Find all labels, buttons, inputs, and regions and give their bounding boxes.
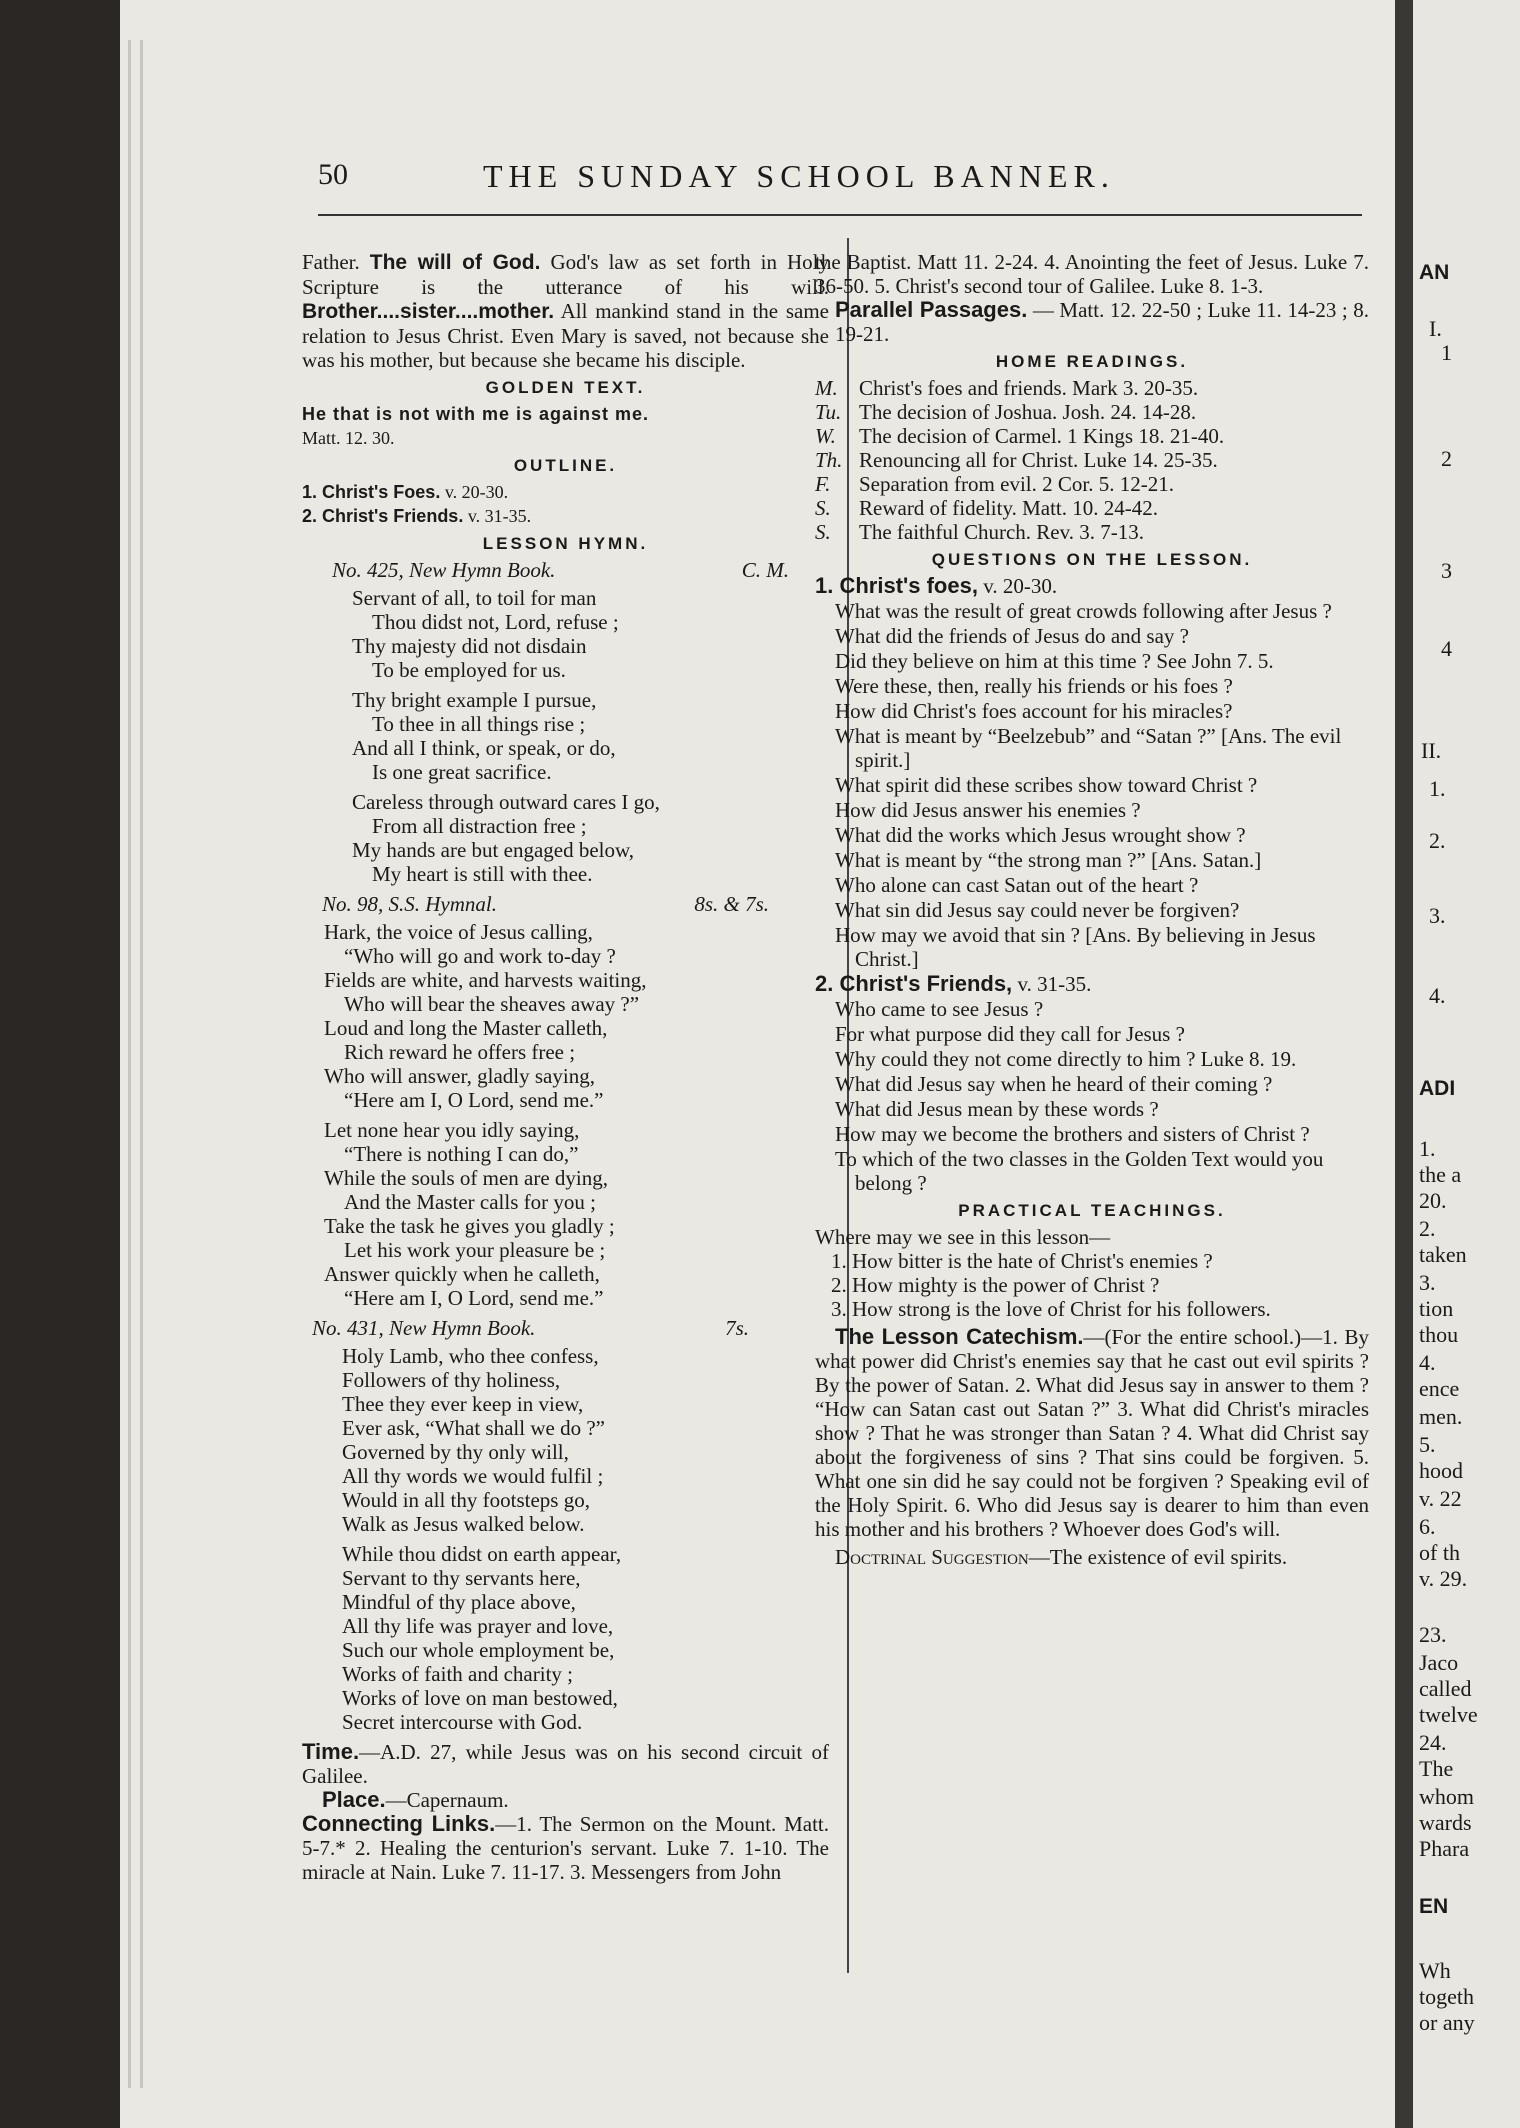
question: Who came to see Jesus ? xyxy=(835,997,1044,1021)
home-reading-item xyxy=(815,496,1369,520)
page-fragment-text: I. xyxy=(1429,316,1442,341)
hymn-line: Governed by thy only will, xyxy=(342,1440,569,1464)
hymn-source: No. 431, New Hymn Book. 7s. xyxy=(312,1316,749,1340)
page-fragment-text: II. xyxy=(1421,738,1442,763)
hymn-line: Followers of thy holiness, xyxy=(342,1368,561,1392)
hymn-text xyxy=(302,586,829,886)
golden-text-ref: Matt. 12. 30. xyxy=(302,428,395,448)
hymn-stanza xyxy=(302,1542,829,1734)
page-fragment-text: Wh xyxy=(1419,1958,1451,1983)
question: What did Jesus say when he heard of their coming ? xyxy=(835,1072,1273,1096)
page-fragment-text: 3. xyxy=(1419,1270,1436,1295)
hymn-text xyxy=(302,920,829,1310)
page-fragment-text: 1. xyxy=(1419,1136,1436,1161)
hymn-line: Walk as Jesus walked below. xyxy=(342,1512,585,1536)
hymn-line: Servant to thy servants here, xyxy=(342,1566,581,1590)
practical-item: 2. How mighty is the power of Christ ? xyxy=(831,1273,1160,1297)
question: What sin did Jesus say could never be forgiven? xyxy=(835,898,1240,922)
page-fragment-text: taken xyxy=(1419,1242,1467,1267)
hymn-line: Let none hear you idly saying, xyxy=(324,1118,580,1142)
hymn-line: Hark, the voice of Jesus calling, xyxy=(324,920,593,944)
outline-item: 1. Christ's Foes. v. 20-30. xyxy=(302,482,509,502)
page-fragment-text: whom xyxy=(1419,1784,1474,1809)
reading-day: Tu. xyxy=(815,400,842,424)
outline-heading: OUTLINE. xyxy=(513,456,618,475)
reading-day: F. xyxy=(815,472,831,496)
question: Were these, then, really his friends or his foes ? xyxy=(835,674,1233,698)
reading-text: Christ's foes and friends. Mark 3. 20-35. xyxy=(859,376,1199,400)
page-fragment-text: AN xyxy=(1419,261,1450,284)
page-fragment-text: thou xyxy=(1419,1322,1459,1347)
home-reading-item xyxy=(815,472,1369,496)
hymn-line: Answer quickly when he calleth, xyxy=(324,1262,600,1286)
question: What did Jesus mean by these words ? xyxy=(835,1097,1159,1121)
reading-day: Th. xyxy=(815,448,843,472)
page-fragment-text: 2 xyxy=(1441,446,1452,471)
hymn-line: To thee in all things rise ; xyxy=(372,712,586,736)
page-fragment-text: v. 29. xyxy=(1419,1566,1468,1591)
reading-text: The decision of Joshua. Josh. 24. 14-28. xyxy=(859,400,1197,424)
hymn-line: Mindful of thy place above, xyxy=(342,1590,576,1614)
left-column xyxy=(302,250,829,1884)
page-fragment-text: 23. xyxy=(1419,1622,1447,1647)
hymn-line: Thee they ever keep in view, xyxy=(342,1392,584,1416)
golden-text-heading: GOLDEN TEXT. xyxy=(485,378,646,397)
hymn-line: My heart is still with thee. xyxy=(372,862,593,886)
outline-item: 2. Christ's Friends. v. 31-35. xyxy=(302,506,532,526)
hymn-line: My hands are but engaged below, xyxy=(352,838,635,862)
page-fragment-text: 6. xyxy=(1419,1514,1436,1539)
page-fragment-text: 3 xyxy=(1441,558,1452,583)
page-fragment-text: 4. xyxy=(1419,1350,1436,1375)
hymn-line: “Who will go and work to-day ? xyxy=(344,944,616,968)
page-fragment-text: Jaco xyxy=(1419,1650,1459,1675)
hymn-source: No. 98, S.S. Hymnal. 8s. & 7s. xyxy=(322,892,769,916)
home-reading-item xyxy=(815,400,1369,424)
question: What is meant by “the strong man ?” [Ans. Satan.] xyxy=(835,848,1262,872)
question: To which of the two classes in the Golden Text would you belong ? xyxy=(835,1147,1324,1195)
hymn-stanza xyxy=(302,1118,829,1310)
hymn-line: All thy words we would fulfil ; xyxy=(342,1464,604,1488)
hymn-line: Thou didst not, Lord, refuse ; xyxy=(372,610,619,634)
hymn-line: Loud and long the Master calleth, xyxy=(324,1016,608,1040)
hymn-line: Servant of all, to toil for man xyxy=(352,586,597,610)
hymn-line: Thy bright example I pursue, xyxy=(352,688,597,712)
question: How did Jesus answer his enemies ? xyxy=(835,798,1141,822)
page-fragment-text: 1 xyxy=(1441,340,1452,365)
page-fragment-text: 4. xyxy=(1429,983,1446,1008)
page-edge xyxy=(140,40,143,2088)
page-fragment-text: Phara xyxy=(1419,1836,1470,1861)
hymn-line: Is one great sacrifice. xyxy=(372,760,552,784)
page-fragment-text: 5. xyxy=(1419,1432,1436,1457)
hymn-line: Such our whole employment be, xyxy=(342,1638,615,1662)
section-heading: 1. Christ's foes, v. 20-30. xyxy=(815,573,1058,598)
reading-day: S. xyxy=(815,496,831,520)
connecting-links-cont: the Baptist. Matt 11. 2-24. 4. Anointing the feet of Jesus. Luke 7. 36-50. 5. Christ's second tour of Galilee. Luke 8. 1-3. xyxy=(815,250,1369,298)
hymn-line: Thy majesty did not disdain xyxy=(352,634,587,658)
hymn-text xyxy=(302,1344,829,1734)
page-number: 50 xyxy=(318,158,348,191)
question: How did Christ's foes account for his miracles? xyxy=(835,699,1233,723)
hymn-line: To be employed for us. xyxy=(372,658,566,682)
home-reading-item xyxy=(815,520,1369,544)
question: How may we avoid that sin ? [Ans. By believing in Jesus Christ.] xyxy=(835,923,1316,971)
practical-teachings-heading: PRACTICAL TEACHINGS. xyxy=(958,1201,1226,1220)
adjacent-page-fragment xyxy=(1413,0,1520,2128)
hymn-line: Rich reward he offers free ; xyxy=(344,1040,576,1064)
reading-text: The decision of Carmel. 1 Kings 18. 21-40. xyxy=(859,424,1225,448)
page-fragment-text: 2. xyxy=(1419,1216,1436,1241)
page-fragment-text: 20. xyxy=(1419,1188,1447,1213)
hymn-source: No. 425, New Hymn Book. C. M. xyxy=(332,558,789,582)
page-fragment-text: men. xyxy=(1419,1404,1463,1429)
hymn-line: And the Master calls for you ; xyxy=(344,1190,596,1214)
hymn-line: Let his work your pleasure be ; xyxy=(344,1238,606,1262)
parallel-passages: Parallel Passages. — Matt. 12. 22-50 ; Luke 11. 14-23 ; 8. 19-21. xyxy=(835,297,1369,346)
hymn-stanza xyxy=(302,790,829,886)
home-readings-heading: HOME READINGS. xyxy=(995,352,1189,371)
hymn-line: Careless through outward cares I go, xyxy=(352,790,660,814)
questions-heading: QUESTIONS ON THE LESSON. xyxy=(931,550,1253,569)
reading-text: Separation from evil. 2 Cor. 5. 12-21. xyxy=(859,472,1174,496)
page-fragment-text: ADI xyxy=(1419,1077,1456,1100)
page-fragment-text: the a xyxy=(1419,1162,1462,1187)
reading-day: M. xyxy=(815,376,838,400)
page-fragment-text: or any xyxy=(1419,2010,1475,2035)
hymn-line: From all distraction free ; xyxy=(372,814,587,838)
question: Did they believe on him at this time ? See John 7. 5. xyxy=(835,649,1274,673)
hymn-stanza xyxy=(302,1344,829,1536)
section-heading: 2. Christ's Friends, v. 31-35. xyxy=(815,971,1092,996)
hymn-line: Who will bear the sheaves away ?” xyxy=(344,992,640,1016)
reading-day: W. xyxy=(815,424,836,448)
book-gutter xyxy=(1395,0,1413,2128)
time-paragraph: Time.—A.D. 27, while Jesus was on his second circuit of Galilee. xyxy=(302,1739,829,1788)
page-fragment-text: 2. xyxy=(1429,828,1446,853)
question: What did the friends of Jesus do and say ? xyxy=(835,624,1189,648)
question: How may we become the brothers and sisters of Christ ? xyxy=(835,1122,1310,1146)
hymn-stanza xyxy=(302,920,829,1112)
publication-title: THE SUNDAY SCHOOL BANNER. xyxy=(483,158,1115,194)
right-column xyxy=(815,250,1369,1569)
reading-text: The faithful Church. Rev. 3. 7-13. xyxy=(859,520,1144,544)
place-paragraph: Place.—Capernaum. xyxy=(322,1787,509,1812)
question-list xyxy=(815,599,1369,971)
page-fragment-text: 4 xyxy=(1441,636,1452,661)
hymn-line: Take the task he gives you gladly ; xyxy=(324,1214,615,1238)
reading-text: Reward of fidelity. Matt. 10. 24-42. xyxy=(859,496,1158,520)
practical-item: 3. How strong is the love of Christ for his followers. xyxy=(831,1297,1271,1321)
hymn-line: “Here am I, O Lord, send me.” xyxy=(344,1088,604,1112)
page-fragment-text: togeth xyxy=(1419,1984,1474,2009)
page-fragment-text: 1. xyxy=(1429,776,1446,801)
practical-intro: Where may we see in this lesson— xyxy=(815,1225,1111,1249)
question: What is meant by “Beelzebub” and “Satan ?” [Ans. The evil spirit.] xyxy=(835,724,1342,772)
hymn-line: Would in all thy footsteps go, xyxy=(342,1488,590,1512)
golden-text: He that is not with me is against me. xyxy=(302,404,650,424)
hymn-line: Holy Lamb, who thee confess, xyxy=(342,1344,599,1368)
hymn-stanza xyxy=(302,586,829,682)
page-fragment-text: The xyxy=(1419,1756,1454,1781)
page-fragment-text: EN xyxy=(1419,1895,1449,1918)
page-fragment-text: twelve xyxy=(1419,1702,1478,1727)
question: What was the result of great crowds following after Jesus ? xyxy=(835,599,1332,623)
home-reading-item xyxy=(815,448,1369,472)
question: Why could they not come directly to him ? Luke 8. 19. xyxy=(835,1047,1297,1071)
hymn-line: Ever ask, “What shall we do ?” xyxy=(342,1416,605,1440)
question: For what purpose did they call for Jesus ? xyxy=(835,1022,1185,1046)
question: What did the works which Jesus wrought show ? xyxy=(835,823,1246,847)
hymn-line: “There is nothing I can do,” xyxy=(344,1142,579,1166)
page-fragment-text: called xyxy=(1419,1676,1472,1701)
home-reading-item xyxy=(815,424,1369,448)
page-fragment-text: v. 22 xyxy=(1419,1486,1462,1511)
question: What spirit did these scribes show toward Christ ? xyxy=(835,773,1258,797)
hymn-line: While the souls of men are dying, xyxy=(324,1166,609,1190)
doctrinal-suggestion: Doctrinal Suggestion—The existence of evil spirits. xyxy=(835,1545,1288,1569)
page-header xyxy=(318,158,1218,198)
page-fragment-text: wards xyxy=(1419,1810,1472,1835)
page-fragment-text: hood xyxy=(1419,1458,1463,1483)
question: Who alone can cast Satan out of the heart ? xyxy=(835,873,1199,897)
hymn-line: Fields are white, and harvests waiting, xyxy=(324,968,647,992)
reading-text: Renouncing all for Christ. Luke 14. 25-35. xyxy=(859,448,1218,472)
page-fragment-text: of th xyxy=(1419,1540,1460,1565)
practical-item: 1. How bitter is the hate of Christ's enemies ? xyxy=(831,1249,1213,1273)
home-reading-item xyxy=(815,376,1369,400)
hymn-line: Who will answer, gladly saying, xyxy=(324,1064,595,1088)
practical-list xyxy=(815,1249,1369,1321)
connecting-links: Connecting Links.—1. The Sermon on the Mount. Matt. 5-7.* 2. Healing the centurion's servant. Luke 7. 1-10. The miracle at Nain. Luke 7. 11-17. 3. Messengers from John xyxy=(302,1811,829,1884)
home-readings-list xyxy=(815,376,1369,544)
intro-paragraph: Father. The will of God. God's law as set forth in Holy Scripture is the utterance of his will. Brother....sister....mother. All mankind stand in the same relation to Jesus Christ. Even Mary is saved, not because she was his mother, but because she became his disciple. xyxy=(302,250,829,372)
hymn-line: Works of love on man bestowed, xyxy=(342,1686,618,1710)
hymn-line: While thou didst on earth appear, xyxy=(342,1542,622,1566)
lesson-catechism: The Lesson Catechism.—(For the entire school.)—1. By what power did Christ's enemies say that he cast out evil spirits ? By the power of Satan. 2. What did Jesus say in answer to them ? “How can Satan cast out Satan ?” 3. What did Christ's miracles show ? That he was stronger than Satan ? 4. What did Christ say about the forgiveness of sins ? That sins could be forgiven. 5. What one sin did he say could not be forgiven ? Speaking evil of the Holy Spirit. 6. Who did Jesus say is dearer to him than even his mother and his brothers ? Whoever does God's will. xyxy=(815,1324,1369,1541)
page-edge xyxy=(128,40,131,2088)
hymn-line: And all I think, or speak, or do, xyxy=(352,736,616,760)
header-rule xyxy=(318,214,1362,216)
hymn-line: Secret intercourse with God. xyxy=(342,1710,583,1734)
lesson-hymn-heading: LESSON HYMN. xyxy=(482,534,649,553)
page-fragment-text: ence xyxy=(1419,1376,1460,1401)
page-fragment-text: 24. xyxy=(1419,1730,1447,1755)
page-fragment-text: tion xyxy=(1419,1296,1454,1321)
question-list xyxy=(815,997,1369,1195)
hymn-stanza xyxy=(302,688,829,784)
hymn-line: “Here am I, O Lord, send me.” xyxy=(344,1286,604,1310)
reading-day: S. xyxy=(815,520,831,544)
hymn-line: Works of faith and charity ; xyxy=(342,1662,573,1686)
page-fragment-text: 3. xyxy=(1429,903,1446,928)
hymn-line: All thy life was prayer and love, xyxy=(342,1614,614,1638)
